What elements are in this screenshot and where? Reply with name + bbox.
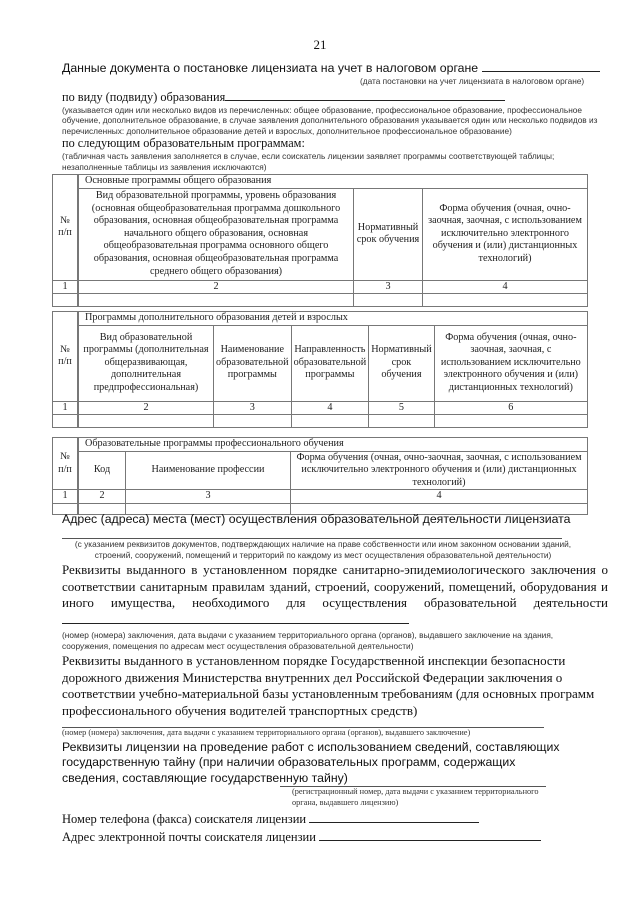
additional-education-table — [52, 311, 588, 428]
secret-label: Реквизиты лицензии на проведение работ с использованием сведений, составляющих государственную тайну (при наличии образовательных программ, содержащих сведения, составляющие государственную тайну) — [62, 739, 560, 785]
education-kind-field[interactable] — [225, 89, 505, 101]
col-direction-header: Направленность образовательной программы — [291, 325, 369, 401]
email-field[interactable] — [319, 829, 541, 841]
column-numbers-row: 1 2 3 4 — [53, 280, 588, 294]
programs-label: по следующим образовательным программам: — [62, 136, 305, 150]
col-number-header: № п/п — [53, 438, 79, 490]
programs-note: (табличная часть заявления заполняется в случае, если соискатель лицензии заявляет программы соответствующей таблицы; незаполненные таблицы из заявления исключаются) — [62, 151, 555, 172]
header-section — [62, 60, 602, 172]
table-title: Программы дополнительного образования детей и взрослых — [78, 312, 588, 326]
col-number-header: № п/п — [53, 175, 79, 281]
education-kind-note: (указывается один или несколько видов из перечисленных: общее образование, профессиональное образование, профессиональное обучение, дополнительное образование, в случае заявления дополнительного образования указывается один или несколько подвидов из перечисленных: дополнительное образование детей и взрослых, дополнительное профессиональное образование) — [62, 104, 598, 136]
sanitary-label-end: деятельности — [533, 595, 609, 610]
col-form-header: Форма обучения (очная, очно-заочная, заочная, с использованием исключительно электронного обучения и (или) дистанционных технологий) — [434, 325, 587, 401]
sanitary-block — [62, 562, 608, 628]
table-row[interactable] — [53, 294, 588, 307]
education-kind-label: по виду (подвиду) образования — [62, 89, 602, 105]
email-label: Адрес электронной почты соискателя лицензии — [62, 830, 316, 844]
secret-note: (регистрационный номер, дата выдачи с указанием территориального органа, выдавшего лицензию) — [292, 787, 539, 807]
sanitary-label: Реквизиты выданного в установленном порядке санитарно-эпидемиологического заключения о соответствии санитарным правилам зданий, строений, сооружений, помещений, оборудования и иного имущества, необходимого для осуществления образовательной — [62, 562, 608, 610]
page-number: 21 — [313, 37, 327, 52]
tax-date-field[interactable] — [482, 60, 600, 72]
general-education-table — [52, 174, 588, 307]
sanitary-field[interactable] — [62, 612, 409, 624]
tax-registration-note: (дата постановки на учет лицензиата в налоговом органе) — [360, 76, 585, 86]
tax-registration-label: Данные документа о постановке лицензиата на учет в налоговом органе — [62, 60, 602, 76]
gibdd-label: Реквизиты выданного в установленном порядке Государственной инспекции безопасности дорожного движения Министерства внутренних дел Российской Федерации заключения о соответствии учебно-материальной базы установленным требованиям (для основных программ профессионального обучения водителей транспортных средств) — [62, 653, 595, 718]
table-title: Образовательные программы профессионального обучения — [78, 438, 588, 452]
address-label: Адрес (адреса) места (мест) осуществления образовательной деятельности лицензиата — [62, 512, 571, 526]
table-row[interactable] — [53, 415, 588, 428]
col-program-type-header: Вид образовательной программы, уровень образования (основная общеобразовательная программа дошкольного образования, основная общеобразовательная программа начального общего образования, основная общеобразовательная программа основного общего образования, основная общеобразовательная программа среднего общего образования) — [78, 188, 354, 280]
col-program-name-header: Наименование образовательной программы — [214, 325, 292, 401]
table-title: Основные программы общего образования — [78, 175, 588, 189]
col-program-type-header: Вид образовательной программы (дополнительная общеразвивающая, дополнительная предпрофессиональная) — [78, 325, 214, 401]
details-section — [62, 512, 608, 845]
col-duration-header: Нормативный срок обучения — [369, 325, 435, 401]
col-number-header: № п/п — [53, 312, 79, 402]
col-code-header: Код — [78, 451, 126, 490]
phone-field[interactable] — [309, 811, 479, 823]
col-duration-header: Нормативный срок обучения — [354, 188, 423, 280]
professional-training-table — [52, 437, 588, 515]
column-numbers-row: 1 2 3 4 5 6 — [53, 401, 588, 415]
phone-label: Номер телефона (факса) соискателя лицензии — [62, 812, 307, 826]
col-form-header: Форма обучения (очная, очно-заочная, заочная, с использованием исключительно электронного обучения и (или) дистанционных технологий) — [423, 188, 588, 280]
column-numbers-row: 1 2 3 4 — [53, 490, 588, 504]
address-note: (с указанием реквизитов документов, подтверждающих наличие на праве собственности или ином законном основании зданий, строений, сооружений, помещений и территорий по каждому из мест осуществления образовательной деятельности) — [74, 539, 572, 560]
col-profession-header: Наименование профессии — [126, 451, 291, 490]
col-form-header: Форма обучения (очная, очно-заочная, заочная, с использованием исключительно электронного обучения и (или) дистанционных технологий) — [291, 451, 588, 490]
sanitary-note: (номер (номера) заключения, дата выдачи с указанием территориального органа (органов), выдавшего заключение на здания, сооружения, помещения по адресам мест осуществления образовательной деятельности) — [62, 630, 554, 651]
gibdd-note: (номер (номера) заключения, дата выдачи с указанием территориального органа (органов), выдавшего заключение) — [62, 728, 471, 737]
